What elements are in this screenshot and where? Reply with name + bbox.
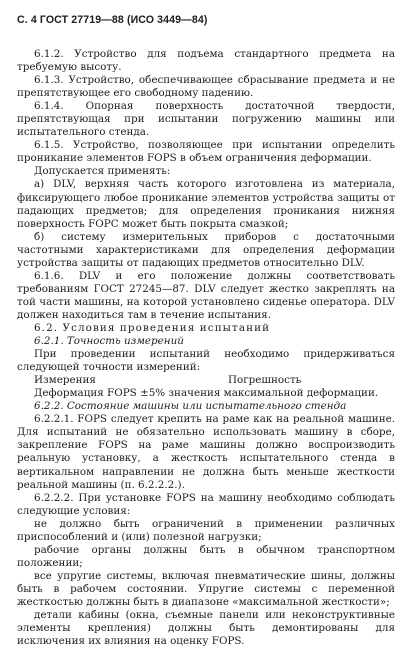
paragraph-allowed: Допускается применять: [34,165,171,178]
condition-item-1: не должно быть ограничений в применении различных приспособлений и (или) полезной нагрузки; [17,517,395,543]
paragraph-accuracy: При проведении испытаний необходимо придерживаться следующей точности измерений: [17,348,395,374]
paragraph-6-1-6: 6.1.6. DLV и его положение должны соответствовать требованиям ГОСТ 27245—87. DLV следует жестко закреплять на той части машины, на которой установлено сиденье оператора. DLV должен находиться там в течение испытания. [17,269,395,321]
column-measurements: Измерения [34,374,96,387]
section-6-2-2-heading: 6.2.2. Состояние машины или испытательного стенда [34,400,347,413]
column-error: Погрешность [228,374,302,387]
condition-item-3: все упругие системы, включая пневматические шины, должны быть в рабочем состоянии. Упругие системы с переменной жесткостью должны быть в диапазоне «максимальной жесткости»; [17,569,395,608]
paragraph-6-1-2: 6.1.2. Устройство для подъема стандартного предмета на требуемую высоту. [17,48,395,74]
paragraph-6-2-2-2: 6.2.2.2. При установке FOPS на машину необходимо соблюдать следующие условия: [17,491,395,517]
section-6-2-heading: 6.2. Условия проведения испытаний [34,321,271,334]
paragraph-6-2-2-1: 6.2.2.1. FOPS следует крепить на раме как на реальной машине. Для испытаний не обязательно использовать машину в сборе, закрепление FOPS на раме машины должно воспроизводить реальную установку, а жесткость испытательного стенда в вертикальном направлении не должна быть меньше жесткости реальной машины (п. 6.2.2.2.). [17,413,395,491]
section-6-2-1-heading: 6.2.1. Точность измерений [34,335,184,348]
paragraph-6-1-3: 6.1.3. Устройство, обеспечивающее сбрасывание предмета и не препятствующее его свободному падению. [17,74,395,100]
document-body [17,48,395,648]
list-item-b: б) систему измерительных приборов с достаточными частотными характеристиками для определения деформации устройства защиты от падающих предметов относительно DLV. [17,230,395,269]
page-header: С. 4 ГОСТ 27719—88 (ИСО 3449—84) [17,14,208,26]
paragraph-6-1-5: 6.1.5. Устройство, позволяющее при испытании определить проникание элементов FOPS в объем ограничения деформации. [17,139,395,165]
accuracy-table-header [17,374,395,387]
condition-item-4: детали кабины (окна, съемные панели или неконструктивные элементы крепления) должны быть демонтированы для исключения их влияния на оценку FOPS. [17,609,395,648]
list-item-a: а) DLV, верхняя часть которого изготовлена из материала, фиксирующего любое проникание элементов устройства защиты от падающих предметов; для определения проникания нижняя поверхность FOPC может быть покрыта смазкой; [17,178,395,230]
accuracy-row-deformation: Деформация FOPS ±5% значения максимальной деформации. [34,387,379,400]
condition-item-2: рабочие органы должны быть в обычном транспортном положении; [17,543,395,569]
paragraph-6-1-4: 6.1.4. Опорная поверхность достаточной твердости, препятствующая при испытании погружению машины или испытательного стенда. [17,100,395,139]
